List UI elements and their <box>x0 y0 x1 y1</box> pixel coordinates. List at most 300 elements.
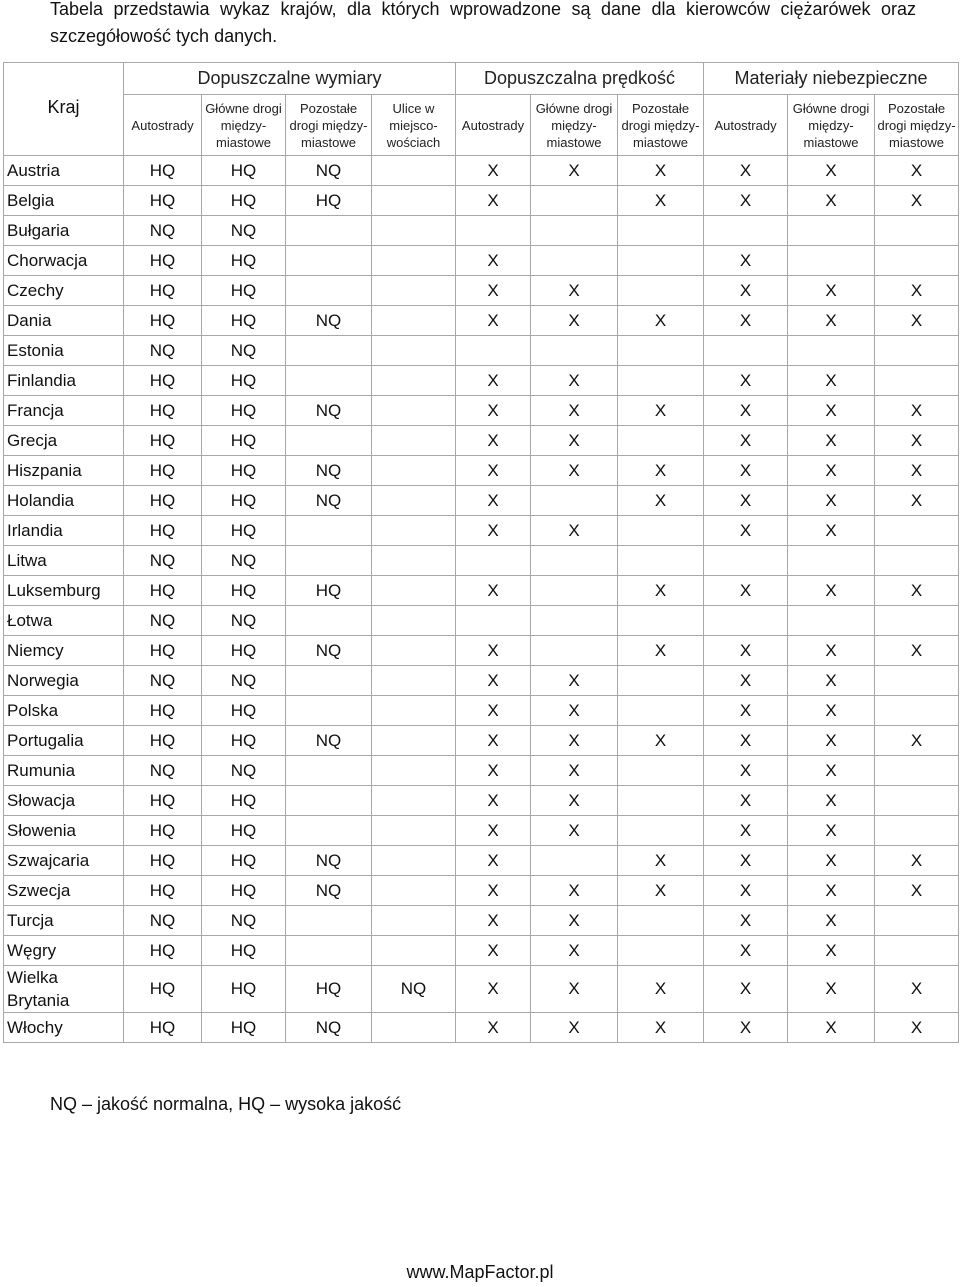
table-cell <box>875 816 959 846</box>
table-cell: X <box>618 726 704 756</box>
table-cell: X <box>704 756 788 786</box>
table-cell: HQ <box>202 1013 286 1043</box>
table-cell: X <box>788 906 875 936</box>
table-cell <box>372 276 456 306</box>
table-row <box>4 246 959 276</box>
country-name: Norwegia <box>4 666 124 696</box>
table-cell: HQ <box>124 366 202 396</box>
table-cell: X <box>788 306 875 336</box>
table-cell: HQ <box>124 186 202 216</box>
table-cell <box>286 516 372 546</box>
table-cell: X <box>875 726 959 756</box>
table-cell: X <box>875 456 959 486</box>
table-cell: NQ <box>202 606 286 636</box>
table-cell: X <box>531 696 618 726</box>
table-cell: HQ <box>202 936 286 966</box>
table-cell: X <box>704 786 788 816</box>
table-cell <box>286 546 372 576</box>
table-body <box>4 156 959 1043</box>
table-cell <box>875 366 959 396</box>
table-cell: HQ <box>202 696 286 726</box>
table-cell: HQ <box>202 576 286 606</box>
table-cell <box>456 606 531 636</box>
table-row <box>4 486 959 516</box>
table-cell: X <box>456 666 531 696</box>
table-cell <box>875 216 959 246</box>
table-cell: X <box>456 156 531 186</box>
table-cell: X <box>531 936 618 966</box>
table-cell: X <box>788 366 875 396</box>
table-cell: X <box>531 756 618 786</box>
table-cell: X <box>788 966 875 1013</box>
table-cell: HQ <box>124 156 202 186</box>
table-row <box>4 876 959 906</box>
table-cell: X <box>704 186 788 216</box>
table-cell <box>286 906 372 936</box>
table-cell <box>704 606 788 636</box>
table-row <box>4 966 959 1013</box>
table-cell <box>372 366 456 396</box>
table-cell: HQ <box>202 246 286 276</box>
table-cell: X <box>618 966 704 1013</box>
table-cell: HQ <box>124 726 202 756</box>
table-cell: X <box>456 846 531 876</box>
table-cell: NQ <box>286 636 372 666</box>
table-cell: HQ <box>124 936 202 966</box>
table-row <box>4 576 959 606</box>
country-name: Szwecja <box>4 876 124 906</box>
table-cell: X <box>788 186 875 216</box>
table-cell <box>286 756 372 786</box>
table-cell: X <box>704 966 788 1013</box>
table-cell <box>531 606 618 636</box>
table-row <box>4 786 959 816</box>
table-cell: HQ <box>202 396 286 426</box>
country-name: Szwajcaria <box>4 846 124 876</box>
table-cell: X <box>618 486 704 516</box>
intro-text: Tabela przedstawia wykaz krajów, dla których wprowadzone są dane dla kierowców ciężarówek oraz szczegółowość tych danych. <box>50 0 916 46</box>
table-cell <box>875 246 959 276</box>
table-cell: X <box>531 816 618 846</box>
table-cell <box>788 216 875 246</box>
table-cell <box>286 276 372 306</box>
table-cell: X <box>456 906 531 936</box>
country-name: Estonia <box>4 336 124 366</box>
table-row <box>4 726 959 756</box>
table-cell <box>286 366 372 396</box>
table-cell: NQ <box>202 906 286 936</box>
table-cell: HQ <box>202 426 286 456</box>
table-row <box>4 816 959 846</box>
table-cell: X <box>456 636 531 666</box>
table-cell: X <box>456 516 531 546</box>
table-cell: X <box>704 1013 788 1043</box>
country-name: Irlandia <box>4 516 124 546</box>
table-cell <box>618 426 704 456</box>
table-cell: NQ <box>286 846 372 876</box>
table-cell: X <box>456 756 531 786</box>
country-name: Portugalia <box>4 726 124 756</box>
table-cell: X <box>875 186 959 216</box>
table-cell <box>372 186 456 216</box>
table-cell <box>531 846 618 876</box>
table-cell <box>286 786 372 816</box>
table-cell: NQ <box>124 906 202 936</box>
header-sub-7: Autostrady <box>704 95 788 156</box>
table-cell: X <box>618 876 704 906</box>
country-name: Hiszpania <box>4 456 124 486</box>
table-cell <box>531 246 618 276</box>
table-cell <box>286 216 372 246</box>
table-cell: HQ <box>286 966 372 1013</box>
table-cell: X <box>618 576 704 606</box>
table-cell <box>875 906 959 936</box>
table-cell: X <box>788 846 875 876</box>
table-cell: X <box>788 156 875 186</box>
table-cell: X <box>788 576 875 606</box>
table-cell: HQ <box>202 816 286 846</box>
table-row <box>4 906 959 936</box>
table-cell: HQ <box>202 306 286 336</box>
table-cell: X <box>875 636 959 666</box>
table-cell: X <box>618 456 704 486</box>
table-cell <box>372 726 456 756</box>
country-name: Dania <box>4 306 124 336</box>
table-row <box>4 156 959 186</box>
country-name: Luksemburg <box>4 576 124 606</box>
legend: NQ – jakość normalna, HQ – wysoka jakość <box>50 1094 402 1114</box>
table-cell: X <box>704 636 788 666</box>
header-sub-0: Autostrady <box>124 95 202 156</box>
table-cell <box>372 666 456 696</box>
table-cell: X <box>456 246 531 276</box>
country-name: Litwa <box>4 546 124 576</box>
country-name: Chorwacja <box>4 246 124 276</box>
table-cell <box>875 696 959 726</box>
table-cell: X <box>788 636 875 666</box>
table-cell: NQ <box>202 216 286 246</box>
table-cell: X <box>531 876 618 906</box>
table-cell: NQ <box>202 336 286 366</box>
table-cell: HQ <box>124 966 202 1013</box>
table-cell: X <box>456 1013 531 1043</box>
table-cell: X <box>456 486 531 516</box>
table-cell <box>372 636 456 666</box>
country-name: Węgry <box>4 936 124 966</box>
table-cell <box>618 666 704 696</box>
table-cell <box>372 936 456 966</box>
country-name: Grecja <box>4 426 124 456</box>
table-cell: X <box>788 936 875 966</box>
table-cell: X <box>704 366 788 396</box>
table-cell: X <box>531 456 618 486</box>
table-cell: HQ <box>124 786 202 816</box>
table-cell: NQ <box>124 216 202 246</box>
country-name: Bułgaria <box>4 216 124 246</box>
table-cell: X <box>704 396 788 426</box>
table-row <box>4 606 959 636</box>
table-cell: X <box>704 816 788 846</box>
country-name: Belgia <box>4 186 124 216</box>
table-cell: HQ <box>124 276 202 306</box>
table-cell: X <box>456 696 531 726</box>
table-cell: X <box>531 306 618 336</box>
table-cell <box>456 546 531 576</box>
header-sub-6: Pozostałe drogi między-miastowe <box>618 95 704 156</box>
table-cell: NQ <box>286 1013 372 1043</box>
table-cell: HQ <box>202 726 286 756</box>
table-row <box>4 366 959 396</box>
table-row <box>4 396 959 426</box>
table-cell: X <box>704 486 788 516</box>
table-cell: HQ <box>124 576 202 606</box>
table-cell: X <box>618 846 704 876</box>
table-cell: HQ <box>124 696 202 726</box>
table-cell: HQ <box>286 186 372 216</box>
table-cell <box>531 186 618 216</box>
table-cell <box>372 756 456 786</box>
country-name: Niemcy <box>4 636 124 666</box>
table-row <box>4 546 959 576</box>
table-cell: HQ <box>124 636 202 666</box>
table-cell: X <box>704 666 788 696</box>
header-sub-9: Pozostałe drogi między-miastowe <box>875 95 959 156</box>
table-cell: X <box>531 906 618 936</box>
table-cell: HQ <box>202 186 286 216</box>
table-cell <box>372 876 456 906</box>
table-cell: X <box>788 786 875 816</box>
table-cell: X <box>456 786 531 816</box>
table-cell: X <box>531 276 618 306</box>
table-cell: HQ <box>124 396 202 426</box>
table-cell: X <box>704 696 788 726</box>
table-cell <box>372 216 456 246</box>
table-cell: X <box>704 456 788 486</box>
table-row <box>4 186 959 216</box>
table-cell: X <box>456 186 531 216</box>
table-cell: X <box>704 156 788 186</box>
header-group-hazmat: Materiały niebezpieczne <box>704 63 959 95</box>
table-cell: X <box>704 876 788 906</box>
table-row <box>4 336 959 366</box>
table-cell <box>618 546 704 576</box>
table-cell: X <box>531 966 618 1013</box>
table-row <box>4 306 959 336</box>
table-cell: X <box>875 876 959 906</box>
table-cell <box>875 546 959 576</box>
table-cell <box>618 696 704 726</box>
header-sub-2: Pozostałe drogi między-miastowe <box>286 95 372 156</box>
table-cell <box>618 216 704 246</box>
table-cell <box>704 546 788 576</box>
table-cell <box>286 816 372 846</box>
table-cell: X <box>456 966 531 1013</box>
table-cell: NQ <box>286 396 372 426</box>
table-cell <box>531 636 618 666</box>
table-row <box>4 636 959 666</box>
table-cell: X <box>788 426 875 456</box>
header-group-speed: Dopuszczalna prędkość <box>456 63 704 95</box>
country-name: Polska <box>4 696 124 726</box>
table-cell: X <box>531 1013 618 1043</box>
table-cell: HQ <box>202 456 286 486</box>
footer-url[interactable]: www.MapFactor.pl <box>406 1262 554 1282</box>
table-cell: NQ <box>286 306 372 336</box>
table-row <box>4 936 959 966</box>
table-cell <box>286 426 372 456</box>
table-cell: X <box>618 396 704 426</box>
table-cell: HQ <box>124 426 202 456</box>
table-cell <box>456 216 531 246</box>
table-cell <box>875 936 959 966</box>
table-cell: HQ <box>202 786 286 816</box>
table-row <box>4 426 959 456</box>
table-cell <box>372 246 456 276</box>
table-cell: X <box>788 1013 875 1043</box>
table-cell: X <box>875 306 959 336</box>
table-cell: X <box>456 396 531 426</box>
table-cell: X <box>788 516 875 546</box>
table-cell: NQ <box>124 546 202 576</box>
table-cell: X <box>531 426 618 456</box>
table-cell <box>286 606 372 636</box>
country-name: Wielka Brytania <box>4 966 124 1013</box>
table-cell: X <box>875 846 959 876</box>
table-cell: X <box>788 876 875 906</box>
table-cell: X <box>531 516 618 546</box>
table-cell: HQ <box>286 576 372 606</box>
table-row <box>4 756 959 786</box>
table-cell <box>788 606 875 636</box>
header-sub-row <box>4 95 959 156</box>
table-cell <box>372 846 456 876</box>
country-name: Francja <box>4 396 124 426</box>
table-cell: HQ <box>124 1013 202 1043</box>
table-cell: NQ <box>202 756 286 786</box>
table-cell: X <box>875 486 959 516</box>
country-name: Czechy <box>4 276 124 306</box>
table-cell <box>704 216 788 246</box>
table-cell: X <box>788 726 875 756</box>
table-cell: HQ <box>202 156 286 186</box>
header-sub-3: Ulice w miejsco-wościach <box>372 95 456 156</box>
table-row <box>4 276 959 306</box>
table-cell <box>531 336 618 366</box>
table-cell <box>372 696 456 726</box>
table-cell <box>875 666 959 696</box>
table-cell: X <box>704 276 788 306</box>
table-cell: HQ <box>202 636 286 666</box>
header-group-dimensions: Dopuszczalne wymiary <box>124 63 456 95</box>
table-cell <box>704 336 788 366</box>
table-cell <box>372 396 456 426</box>
table-cell <box>372 156 456 186</box>
table-cell: HQ <box>124 306 202 336</box>
table-cell: HQ <box>202 516 286 546</box>
table-cell: X <box>875 156 959 186</box>
table-cell: X <box>704 906 788 936</box>
table-cell: NQ <box>372 966 456 1013</box>
header-group-row <box>4 63 959 95</box>
country-name: Turcja <box>4 906 124 936</box>
table-cell <box>618 816 704 846</box>
table-cell <box>372 906 456 936</box>
table-cell <box>788 336 875 366</box>
table-cell <box>456 336 531 366</box>
table-cell <box>372 456 456 486</box>
table-cell <box>618 606 704 636</box>
table-cell: X <box>704 726 788 756</box>
table-cell <box>372 1013 456 1043</box>
table-cell: X <box>788 696 875 726</box>
header-sub-8: Główne drogi między-miastowe <box>788 95 875 156</box>
table-cell <box>875 336 959 366</box>
header-kraj: Kraj <box>4 63 124 156</box>
table-cell: X <box>875 426 959 456</box>
table-cell <box>618 906 704 936</box>
table-cell: HQ <box>202 846 286 876</box>
table-cell: X <box>788 276 875 306</box>
table-cell: X <box>788 666 875 696</box>
country-name: Rumunia <box>4 756 124 786</box>
table-cell <box>372 786 456 816</box>
table-cell: NQ <box>286 456 372 486</box>
table-cell: HQ <box>124 456 202 486</box>
table-cell <box>372 336 456 366</box>
table-cell <box>372 576 456 606</box>
country-name: Holandia <box>4 486 124 516</box>
table-cell <box>788 546 875 576</box>
table-cell: X <box>875 576 959 606</box>
table-cell <box>372 606 456 636</box>
table-cell: X <box>456 936 531 966</box>
table-cell: X <box>456 276 531 306</box>
table-row <box>4 666 959 696</box>
table-cell: X <box>704 306 788 336</box>
table-cell: X <box>531 726 618 756</box>
table-cell: NQ <box>286 726 372 756</box>
table-cell <box>372 306 456 336</box>
table-cell: X <box>531 366 618 396</box>
table-cell: HQ <box>124 816 202 846</box>
table-cell: X <box>618 156 704 186</box>
table-cell: X <box>788 456 875 486</box>
table-cell: X <box>618 636 704 666</box>
table-cell: X <box>456 726 531 756</box>
table-cell <box>875 756 959 786</box>
table-cell: X <box>531 786 618 816</box>
table-cell <box>372 426 456 456</box>
table-cell: X <box>456 876 531 906</box>
table-cell: X <box>704 576 788 606</box>
table-cell: NQ <box>202 546 286 576</box>
table-cell: X <box>704 936 788 966</box>
header-sub-1: Główne drogi między-miastowe <box>202 95 286 156</box>
table-row <box>4 516 959 546</box>
header-sub-5: Główne drogi między-miastowe <box>531 95 618 156</box>
table-row <box>4 456 959 486</box>
table-cell <box>618 936 704 966</box>
table-cell: X <box>788 816 875 846</box>
table-cell: X <box>456 306 531 336</box>
country-name: Finlandia <box>4 366 124 396</box>
table-cell: X <box>531 396 618 426</box>
table-cell <box>286 666 372 696</box>
table-cell: HQ <box>202 276 286 306</box>
table-cell <box>618 246 704 276</box>
table-cell: X <box>788 486 875 516</box>
table-cell: NQ <box>124 336 202 366</box>
